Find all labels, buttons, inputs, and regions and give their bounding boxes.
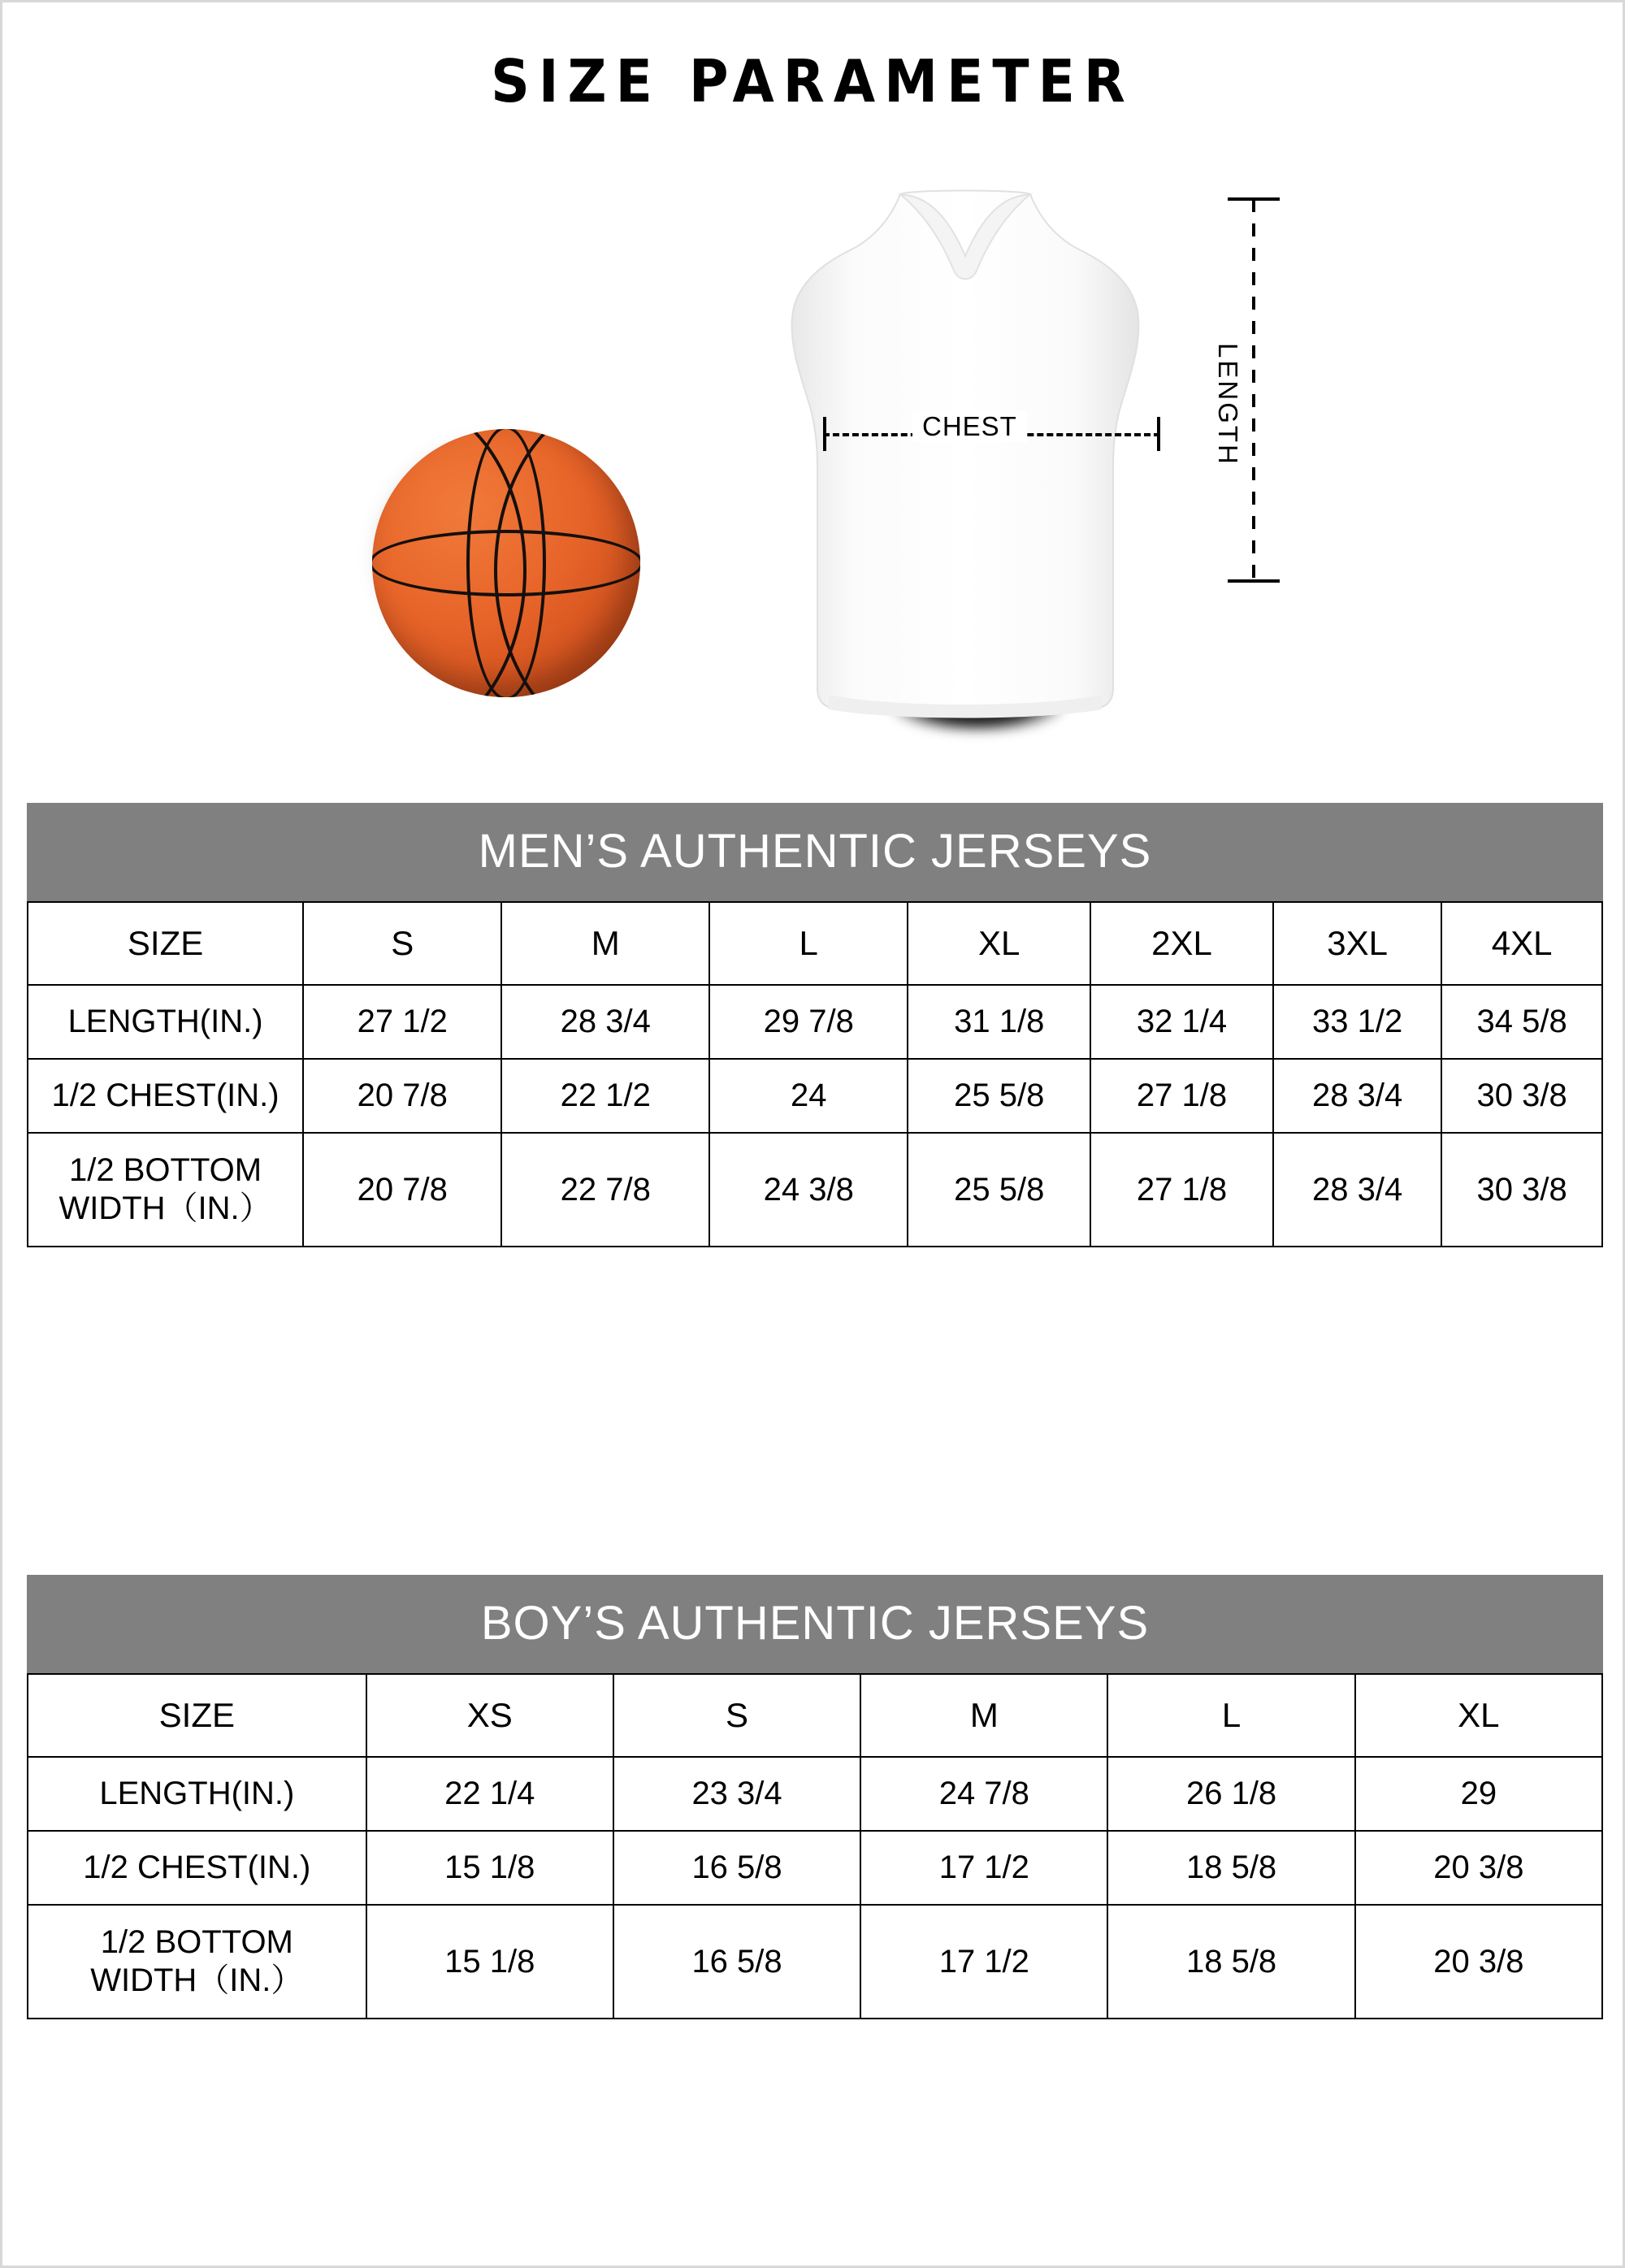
table-cell: 15 1/8 [366, 1905, 613, 2019]
column-header: M [860, 1674, 1107, 1757]
table-cell: 27 1/2 [303, 985, 501, 1059]
column-header: S [303, 902, 501, 985]
column-header: L [1107, 1674, 1354, 1757]
chest-label: CHEST [912, 411, 1027, 442]
table-cell: 22 7/8 [501, 1133, 709, 1247]
column-header: 3XL [1273, 902, 1441, 985]
table-row-header [28, 1674, 1602, 1757]
table-cell: 32 1/4 [1090, 985, 1273, 1059]
table-row [28, 1757, 1602, 1831]
mens-size-table-block [27, 803, 1603, 1247]
mens-size-table [27, 901, 1603, 1247]
table-cell: 16 5/8 [613, 1831, 860, 1905]
table-cell: 25 5/8 [908, 1059, 1090, 1133]
column-header: XS [366, 1674, 613, 1757]
table-row-header [28, 902, 1602, 985]
table-cell: 22 1/4 [366, 1757, 613, 1831]
column-header: 2XL [1090, 902, 1273, 985]
table-cell: 33 1/2 [1273, 985, 1441, 1059]
table-cell: 20 7/8 [303, 1133, 501, 1247]
table-cell: 20 3/8 [1355, 1905, 1602, 2019]
table-cell: 24 3/8 [709, 1133, 908, 1247]
table-row [28, 1831, 1602, 1905]
table-cell: 30 3/8 [1441, 1059, 1602, 1133]
row-label-line2: WIDTH（IN.） [58, 1190, 272, 1227]
row-label: LENGTH(IN.) [28, 985, 303, 1059]
boys-table-heading: BOY’S AUTHENTIC JERSEYS [27, 1575, 1603, 1673]
table-cell: 22 1/2 [501, 1059, 709, 1133]
row-label: 1/2 CHEST(IN.) [28, 1059, 303, 1133]
column-header: 4XL [1441, 902, 1602, 985]
table-cell: 15 1/8 [366, 1831, 613, 1905]
column-header: XL [1355, 1674, 1602, 1757]
boys-size-table [27, 1673, 1603, 2019]
mens-table-heading: MEN’S AUTHENTIC JERSEYS [27, 803, 1603, 901]
table-cell: 34 5/8 [1441, 985, 1602, 1059]
table-cell: 27 1/8 [1090, 1133, 1273, 1247]
length-label: LENGTH [1212, 332, 1243, 478]
table-cell: 17 1/2 [860, 1831, 1107, 1905]
table-cell: 29 [1355, 1757, 1602, 1831]
table-cell: 23 3/4 [613, 1757, 860, 1831]
table-cell: 28 3/4 [1273, 1133, 1441, 1247]
table-cell: 25 5/8 [908, 1133, 1090, 1247]
table-cell: 28 3/4 [1273, 1059, 1441, 1133]
table-row [28, 985, 1602, 1059]
jersey-illustration [778, 181, 1152, 734]
length-guide-line [1252, 199, 1255, 581]
page-title: SIZE PARAMETER [491, 47, 1134, 115]
row-label-line1: 1/2 BOTTOM [100, 1924, 293, 1960]
column-header: L [709, 902, 908, 985]
boys-size-table-block [27, 1575, 1603, 2019]
table-cell: 20 7/8 [303, 1059, 501, 1133]
table-cell: 29 7/8 [709, 985, 908, 1059]
table-cell: 30 3/8 [1441, 1133, 1602, 1247]
column-header: SIZE [28, 1674, 366, 1757]
table-cell: 24 [709, 1059, 908, 1133]
column-header: M [501, 902, 709, 985]
table-cell: 31 1/8 [908, 985, 1090, 1059]
table-cell: 24 7/8 [860, 1757, 1107, 1831]
table-cell: 26 1/8 [1107, 1757, 1354, 1831]
row-label [28, 1133, 303, 1247]
table-cell: 18 5/8 [1107, 1905, 1354, 2019]
table-cell: 20 3/8 [1355, 1831, 1602, 1905]
jersey-icon [778, 181, 1152, 750]
row-label: LENGTH(IN.) [28, 1757, 366, 1831]
illustration-area [2, 149, 1625, 791]
column-header: S [613, 1674, 860, 1757]
table-cell: 16 5/8 [613, 1905, 860, 2019]
table-row [28, 1133, 1602, 1247]
basketball-icon [327, 392, 669, 718]
table-cell: 28 3/4 [501, 985, 709, 1059]
row-label: 1/2 CHEST(IN.) [28, 1831, 366, 1905]
table-cell: 17 1/2 [860, 1905, 1107, 2019]
row-label-line2: WIDTH（IN.） [90, 1962, 304, 1999]
table-cell: 18 5/8 [1107, 1831, 1354, 1905]
row-label-line1: 1/2 BOTTOM [69, 1152, 262, 1188]
table-row [28, 1059, 1602, 1133]
column-header: SIZE [28, 902, 303, 985]
basketball-body [372, 429, 640, 697]
row-label [28, 1905, 366, 2019]
table-cell: 27 1/8 [1090, 1059, 1273, 1133]
column-header: XL [908, 902, 1090, 985]
table-row [28, 1905, 1602, 2019]
